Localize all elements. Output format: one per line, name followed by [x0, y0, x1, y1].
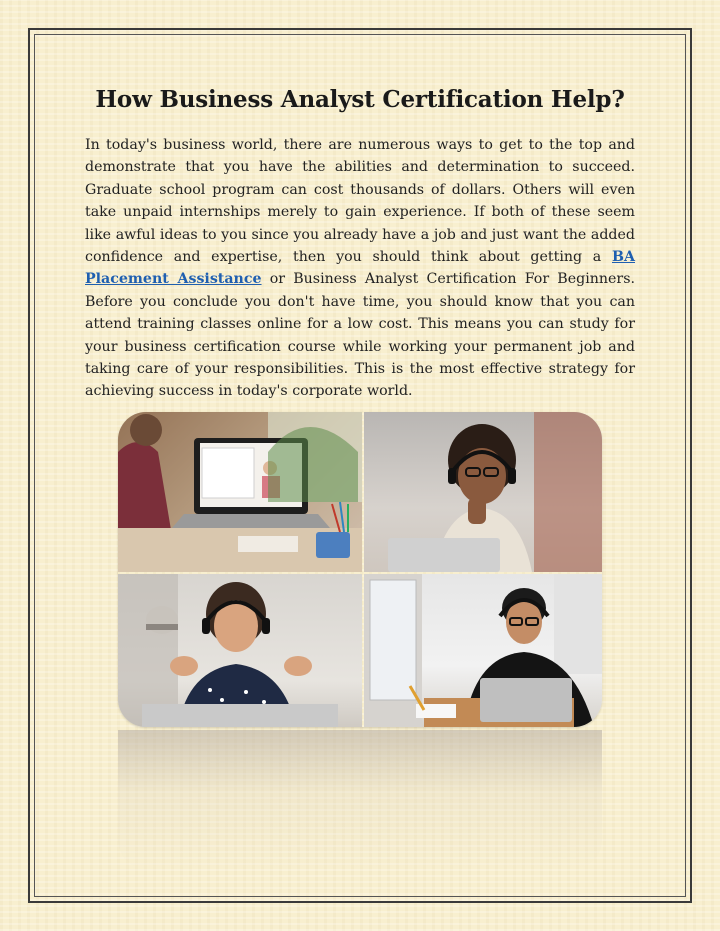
- photo-video-class-laptop: [118, 412, 362, 572]
- page-title: How Business Analyst Certification Help?: [95, 86, 625, 113]
- woman-headset-illustration: [364, 412, 602, 572]
- photo-woman-gesturing: [118, 574, 362, 727]
- photo-woman-headset: [364, 412, 602, 572]
- body-paragraph: [85, 134, 635, 403]
- online-learning-photo-collage: [118, 412, 602, 727]
- photo-man-headset-writing: [364, 574, 602, 727]
- ba-placement-assistance-link[interactable]: BA Placement Assistance: [85, 249, 635, 288]
- man-headset-illustration: [364, 574, 602, 727]
- paragraph-text-part-1: In today's business world, there are numerous ways to get to the top and demonstrate that you have the abilities and determination to succeed. Graduate school program can cost thousands of dollars. Others will even take unpaid internships merely to gain experience. If both of these seem like awful ideas to you since you already have a job and just want the added confidence and expertise, then you should think about getting a: [85, 137, 635, 266]
- collage-reflection: [118, 730, 602, 870]
- woman-gesturing-illustration: [118, 574, 362, 727]
- paragraph-text-part-2: or Business Analyst Certification For Beginners. Before you conclude you don't have time, you should know that you can attend training classes online for a low cost. This means you can study for your business certification course while working your permanent job and taking care of your responsibilities. This is the most effective strategy for achieving success in today's corporate world.: [85, 271, 635, 400]
- video-class-illustration: [118, 412, 362, 572]
